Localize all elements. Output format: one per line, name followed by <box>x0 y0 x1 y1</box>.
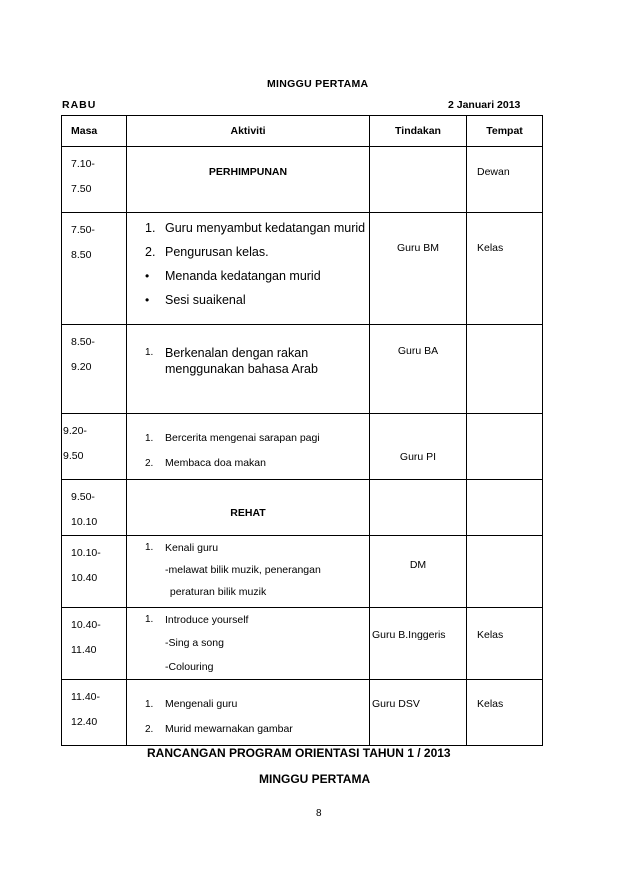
activity-cell <box>127 325 370 414</box>
list-subtext: -melawat bilik muzik, penerangan <box>165 564 321 576</box>
tindakan-cell: Guru B.Inggeris <box>370 608 467 680</box>
activity-cell <box>127 213 370 325</box>
time-end: 10.10 <box>71 516 98 528</box>
list-text: Pengurusan kelas. <box>165 245 269 259</box>
list-number: 1. <box>145 699 154 710</box>
list-item <box>127 609 369 631</box>
table-row <box>62 680 543 746</box>
list-item <box>127 692 369 717</box>
time-start: 10.10- <box>71 547 101 559</box>
table-row <box>62 213 543 325</box>
time-start: 11.40- <box>71 691 100 703</box>
tempat-cell: Dewan <box>467 147 543 213</box>
schedule-table <box>61 115 543 746</box>
activity-title: REHAT <box>230 507 266 519</box>
list-text: Menanda kedatangan murid <box>165 269 321 283</box>
tindakan-cell: Guru BA <box>370 325 467 414</box>
list-text: Bercerita mengenai sarapan pagi <box>165 432 320 444</box>
list-number: 2. <box>145 245 156 259</box>
tempat-cell: Kelas <box>467 213 543 325</box>
time-end: 7.50 <box>71 183 92 195</box>
date-label: 2 Januari 2013 <box>448 99 521 111</box>
table-header-row <box>62 116 543 147</box>
list-item <box>127 345 369 377</box>
time-cell <box>62 536 127 608</box>
list-text: Berkenalan dengan rakan menggunakan bahasa Arab <box>165 346 318 376</box>
time-end: 10.40 <box>71 572 98 584</box>
list-text: Membaca doa makan <box>165 457 266 469</box>
list-item <box>127 288 369 312</box>
list-number: 1. <box>145 542 154 553</box>
col-header-aktiviti: Aktiviti <box>127 116 370 147</box>
list-text: Guru menyambut kedatangan murid <box>165 221 366 235</box>
tempat-cell: Kelas <box>467 608 543 680</box>
tindakan-cell: Guru BM <box>370 213 467 325</box>
list-number: 2. <box>145 458 154 469</box>
time-cell <box>62 480 127 536</box>
time-start: 8.50- <box>71 336 95 348</box>
tempat-cell <box>467 536 543 608</box>
day-label: RABU <box>62 99 97 111</box>
tempat-cell <box>467 480 543 536</box>
list-number: 2. <box>145 724 154 735</box>
tindakan-cell <box>370 147 467 213</box>
tindakan-cell <box>370 480 467 536</box>
table-row <box>62 480 543 536</box>
table-row <box>62 147 543 213</box>
activity-cell <box>127 147 370 213</box>
list-text: Mengenali guru <box>165 698 238 710</box>
list-item <box>127 264 369 288</box>
time-start: 9.20- <box>63 425 87 437</box>
tempat-cell <box>467 325 543 414</box>
list-item <box>127 426 369 451</box>
tindakan-cell: Guru PI <box>370 414 467 480</box>
time-end: 12.40 <box>71 716 98 728</box>
list-item <box>127 537 369 559</box>
list-number: 1. <box>145 347 154 358</box>
time-cell <box>62 325 127 414</box>
list-number: 1. <box>145 614 154 625</box>
time-cell <box>62 147 127 213</box>
time-cell <box>62 213 127 325</box>
list-item <box>127 216 369 240</box>
col-header-masa: Masa <box>62 116 127 147</box>
time-end: 9.50 <box>63 450 84 462</box>
tindakan-cell: Guru DSV <box>370 680 467 746</box>
list-item <box>127 240 369 264</box>
page-heading: MINGGU PERTAMA <box>267 78 369 90</box>
list-subtext: peraturan bilik muzik <box>167 586 267 598</box>
time-start: 10.40- <box>71 619 101 631</box>
activity-cell <box>127 680 370 746</box>
footer-title: RANCANGAN PROGRAM ORIENTASI TAHUN 1 / 2013 <box>147 746 451 760</box>
list-item <box>127 451 369 476</box>
activity-cell <box>127 536 370 608</box>
time-cell <box>62 608 127 680</box>
list-text: Sesi suaikenal <box>165 293 246 307</box>
list-item <box>127 717 369 742</box>
activity-cell <box>127 480 370 536</box>
table-row <box>62 608 543 680</box>
activity-cell <box>127 414 370 480</box>
table-row <box>62 414 543 480</box>
list-number: 1. <box>145 221 156 235</box>
list-subtext: -Colouring <box>165 661 214 673</box>
col-header-tindakan: Tindakan <box>370 116 467 147</box>
list-number: 1. <box>145 433 154 444</box>
time-cell <box>62 680 127 746</box>
activity-cell <box>127 608 370 680</box>
time-cell <box>62 414 127 480</box>
tempat-cell <box>467 414 543 480</box>
list-text: Murid mewarnakan gambar <box>165 723 293 735</box>
tempat-cell: Kelas <box>467 680 543 746</box>
activity-title: PERHIMPUNAN <box>208 166 288 178</box>
time-start: 9.50- <box>71 491 95 503</box>
table-row <box>62 536 543 608</box>
time-end: 11.40 <box>71 644 97 656</box>
list-text: Introduce yourself <box>165 614 249 626</box>
tindakan-cell: DM <box>370 536 467 608</box>
time-start: 7.10- <box>71 158 95 170</box>
bullet-icon: • <box>145 269 150 283</box>
table-row <box>62 325 543 414</box>
time-end: 9.20 <box>71 361 92 373</box>
list-subtext: -Sing a song <box>165 637 224 649</box>
bullet-icon: • <box>145 293 150 307</box>
time-start: 7.50- <box>71 224 95 236</box>
footer-subtitle: MINGGU PERTAMA <box>259 772 371 786</box>
time-end: 8.50 <box>71 249 92 261</box>
page-number: 8 <box>316 808 322 819</box>
col-header-tempat: Tempat <box>467 116 543 147</box>
list-text: Kenali guru <box>165 542 219 554</box>
